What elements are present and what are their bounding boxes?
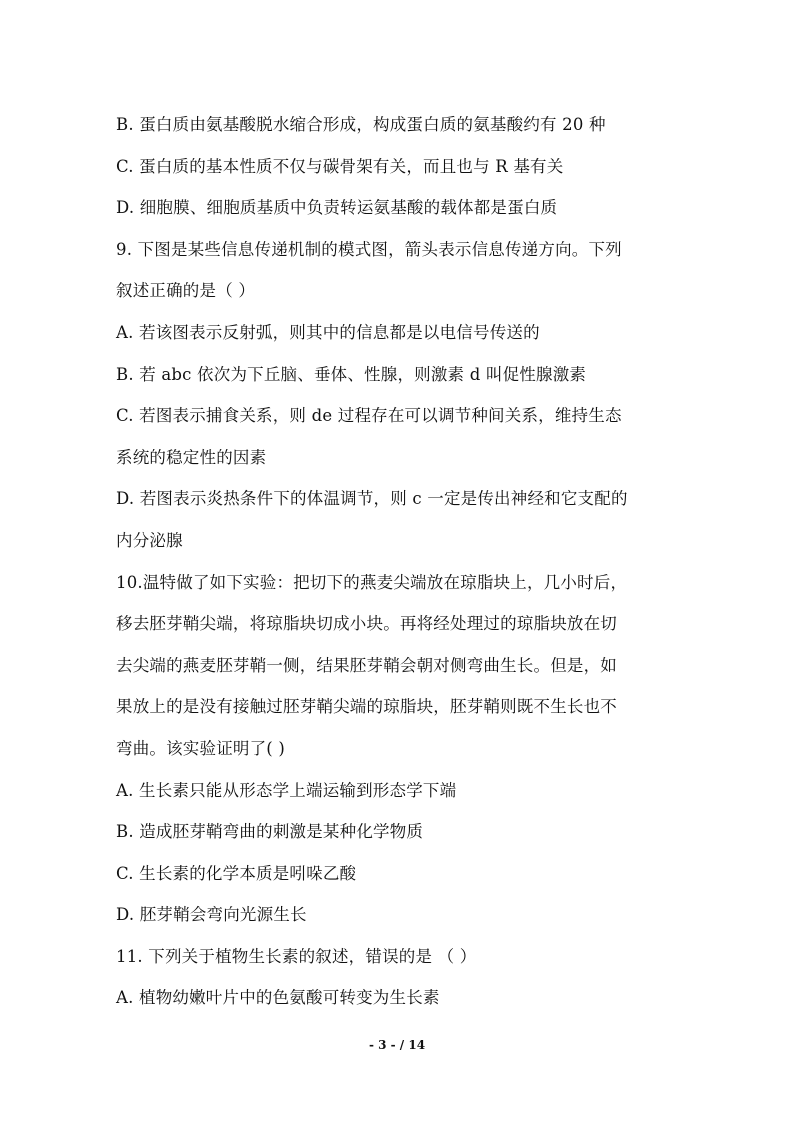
option-line: B. 造成胚芽鞘弯曲的刺激是某种化学物质 (116, 822, 424, 842)
option-line: C. 生长素的化学本质是吲哚乙酸 (116, 863, 357, 883)
question-10-stem-cont: 弯曲。该实验证明了( ) (116, 738, 286, 758)
question-10-stem-cont: 移去胚芽鞘尖端，将琼脂块切成小块。再将经处理过的琼脂块放在切 (116, 614, 617, 634)
question-11-stem: 11. 下列关于植物生长素的叙述，错误的是 （ ） (116, 946, 477, 966)
option-line: B. 蛋白质由氨基酸脱水缩合形成，构成蛋白质的氨基酸约有 20 种 (116, 115, 606, 134)
question-9-stem-cont: 叙述正确的是（ ） (116, 281, 256, 301)
option-line: B. 若 abc 依次为下丘脑、垂体、性腺，则激素 d 叫促性腺激素 (116, 364, 587, 384)
question-10-stem-cont: 去尖端的燕麦胚芽鞘一侧，结果胚芽鞘会朝对侧弯曲生长。但是，如 (116, 655, 617, 675)
option-line: A. 生长素只能从形态学上端运输到形态学下端 (116, 780, 457, 800)
option-line: C. 蛋白质的基本性质不仅与碳骨架有关，而且也与 R 基有关 (116, 156, 564, 176)
document-body (116, 104, 696, 1019)
option-line: D. 若图表示炎热条件下的体温调节，则 c 一定是传出神经和它支配的 (116, 489, 628, 509)
option-line-cont: 系统的稳定性的因素 (116, 447, 267, 467)
option-line: C. 若图表示捕食关系，则 de 过程存在可以调节种间关系，维持生态 (116, 406, 622, 426)
option-line: A. 植物幼嫩叶片中的色氨酸可转变为生长素 (116, 988, 440, 1008)
option-line-cont: 内分泌腺 (116, 530, 183, 550)
option-line: D. 细胞膜、细胞质基质中负责转运氨基酸的载体都是蛋白质 (116, 198, 558, 218)
option-line: D. 胚芽鞘会弯向光源生长 (116, 905, 307, 925)
question-10-stem: 10.温特做了如下实验：把切下的燕麦尖端放在琼脂块上，几小时后， (116, 572, 628, 592)
page-number: - 3 - / 14 (368, 1038, 426, 1052)
option-line: A. 若该图表示反射弧，则其中的信息都是以电信号传送的 (116, 322, 540, 342)
question-10-stem-cont: 果放上的是没有接触过胚芽鞘尖端的琼脂块，胚芽鞘则既不生长也不 (116, 697, 617, 717)
question-9-stem: 9. 下图是某些信息传递机制的模式图，箭头表示信息传递方向。下列 (116, 239, 622, 259)
